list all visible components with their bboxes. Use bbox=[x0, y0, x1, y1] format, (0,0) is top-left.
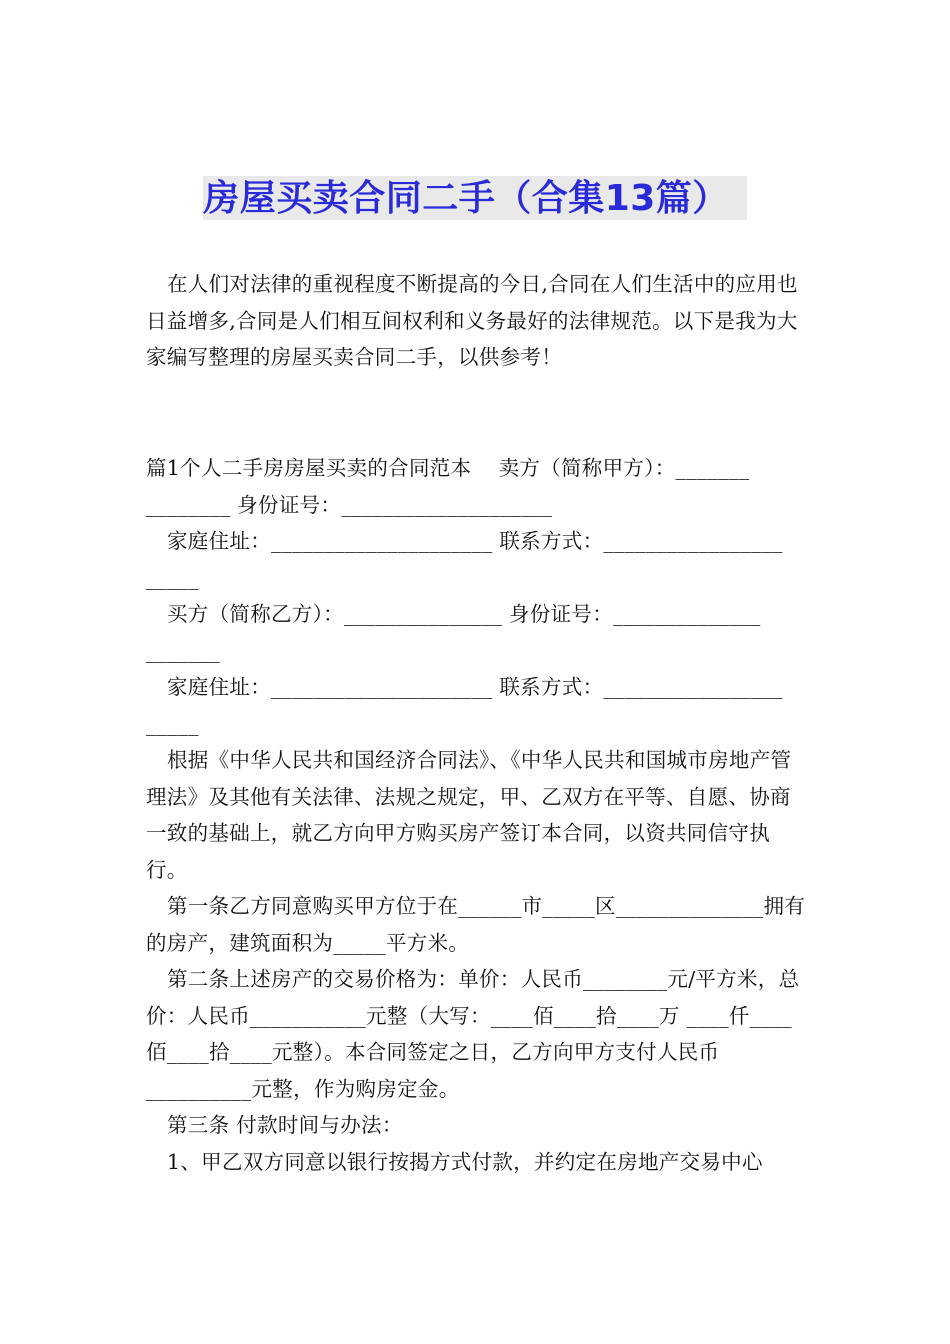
document-title: 房屋买卖合同二手（合集13篇） bbox=[203, 176, 747, 220]
article-3: 第三条 付款时间与办法： bbox=[167, 1113, 403, 1137]
intro-paragraph: 在人们对法律的重视程度不断提高的今日,合同在人们生活中的应用也日益增多,合同是人们相互间权利和义务最好的法律规范。以下是我为大家编写整理的房屋买卖合同二手，以供参考！ bbox=[146, 272, 798, 369]
intro-section bbox=[146, 266, 811, 376]
buyer-address-line: 家庭住址：_____________________ 联系方式：_________________ _____ bbox=[146, 675, 790, 736]
title-container bbox=[0, 176, 950, 220]
clause-1: 1、甲乙双方同意以银行按揭方式付款，并约定在房地产交易中心 bbox=[167, 1149, 763, 1174]
section-heading: 篇1个人二手房房屋买卖的合同范本 卖方（简称甲方）：_______ ________ 身份证号：____________________ bbox=[146, 456, 757, 517]
buyer-line: 买方（简称乙方）：_______________ 身份证号：______________ _______ bbox=[146, 602, 768, 663]
article-1: 第一条乙方同意购买甲方位于在______市_____区______________拥有的房产，建筑面积为_____平方米。 bbox=[146, 894, 806, 955]
seller-address-line: 家庭住址：_____________________ 联系方式：_________________ _____ bbox=[146, 529, 790, 590]
contract-body bbox=[146, 450, 811, 1180]
article-2: 第二条上述房产的交易价格为：单价：人民币________元/平方米，总价：人民币___________元整（大写：____佰____拾____万 ____仟____佰____拾____元整）。本合同签定之日，乙方向甲方支付人民币 __________元整，作为购房定金。 bbox=[146, 967, 800, 1101]
basis-paragraph: 根据《中华人民共和国经济合同法》、《中华人民共和国城市房地产管理法》及其他有关法律、法规之规定，甲、乙双方在平等、自愿、协商一致的基础上，就乙方向甲方购买房产签订本合同，以资共同信守执行。 bbox=[146, 748, 792, 882]
